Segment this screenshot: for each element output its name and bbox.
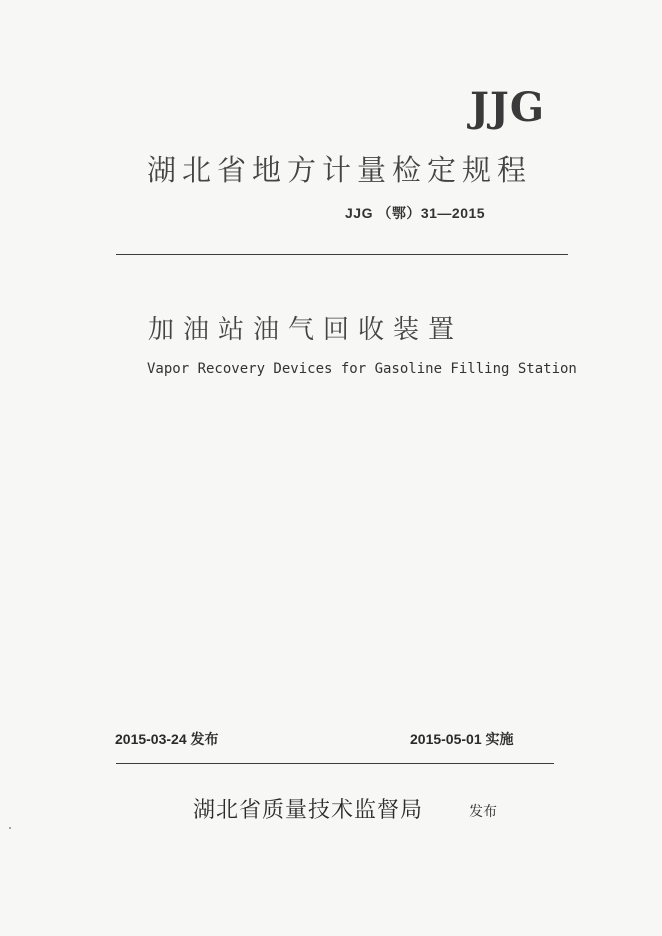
issuing-label: 发布 (469, 804, 497, 820)
document-number: JJG （鄂）31—2015 (345, 205, 486, 221)
effective-date: 2015-05-01 实施 (410, 731, 514, 747)
document-title-english: Vapor Recovery Devices for Gasoline Filling Station (147, 361, 577, 377)
issue-date: 2015-03-24 发布 (115, 731, 219, 747)
document-title-chinese: 加油站油气回收装置 (148, 315, 464, 345)
issuing-authority: 湖北省质量技术监督局 (193, 798, 424, 823)
bottom-divider (116, 763, 554, 764)
standard-code-logo: JJG (470, 84, 546, 131)
top-divider (116, 254, 568, 255)
scan-speck (9, 827, 11, 829)
regulation-series-title: 湖北省地方计量检定规程 (147, 153, 533, 187)
